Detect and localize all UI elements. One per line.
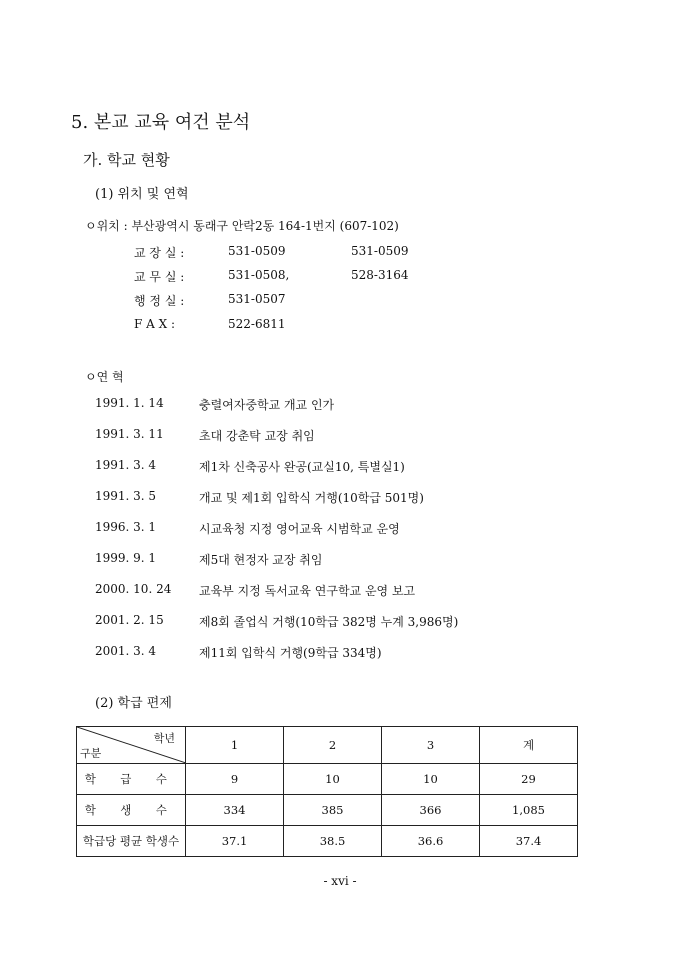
table-row (77, 764, 578, 795)
table-cell: 29 (480, 764, 578, 795)
contact-label: 교 장 실 : (134, 246, 185, 260)
table-cell: 10 (382, 764, 480, 795)
history-date: 1991. 3. 5 (95, 489, 157, 503)
history-event: 제11회 입학식 거행(9학급 334명) (199, 646, 382, 660)
corner-grade-label: 학년 (153, 732, 175, 745)
history-event: 교육부 지정 독서교육 연구학교 운영 보고 (199, 584, 416, 598)
page-number: - xvi - (323, 874, 357, 888)
row-label: 학 급 수 (77, 764, 186, 795)
contact-phone: 522-6811 (228, 317, 286, 331)
contact-label: 교 무 실 : (134, 270, 185, 284)
table-cell: 37.4 (480, 826, 578, 857)
section-title: 5. 본교 교육 여건 분석 (71, 112, 251, 133)
history-date: 2001. 3. 4 (95, 644, 157, 658)
table-row (77, 826, 578, 857)
class-org-heading: (2) 학급 편제 (95, 696, 172, 711)
table-cell: 334 (186, 795, 284, 826)
table-cell: 36.6 (382, 826, 480, 857)
row-label: 학급당 평균 학생수 (77, 826, 186, 857)
contact-phone: 531-0508, (228, 268, 290, 282)
history-event: 제1차 신축공사 완공(교실10, 특별실1) (199, 460, 405, 474)
history-date: 1996. 3. 1 (95, 520, 157, 534)
subsection-title: 가. 학교 현황 (83, 151, 170, 169)
history-event: 충렬여자중학교 개교 인가 (199, 398, 335, 412)
contact-label: 행 정 실 : (134, 294, 185, 308)
corner-cell (77, 727, 186, 764)
table-cell: 38.5 (284, 826, 382, 857)
history-date: 2001. 2. 15 (95, 613, 164, 627)
table-cell: 366 (382, 795, 480, 826)
column-header: 3 (382, 727, 480, 764)
history-date: 2000. 10. 24 (95, 582, 172, 596)
history-event: 시교육청 지정 영어교육 시범학교 운영 (199, 522, 400, 536)
row-label: 학 생 수 (77, 795, 186, 826)
history-event: 개교 및 제1회 입학식 거행(10학급 501명) (199, 491, 424, 505)
table-header-row (77, 727, 578, 764)
history-event: 초대 강춘탁 교장 취임 (199, 429, 315, 443)
location-heading: (1) 위치 및 연혁 (95, 187, 189, 202)
contact-phone-alt: 531-0509 (351, 244, 409, 258)
contact-phone: 531-0507 (228, 292, 286, 306)
table-cell: 1,085 (480, 795, 578, 826)
column-header: 2 (284, 727, 382, 764)
table-cell: 385 (284, 795, 382, 826)
history-date: 1991. 3. 4 (95, 458, 157, 472)
column-header: 계 (480, 727, 578, 764)
table-cell: 37.1 (186, 826, 284, 857)
contact-phone: 531-0509 (228, 244, 286, 258)
history-event: 제8회 졸업식 거행(10학급 382명 누계 3,986명) (199, 615, 459, 629)
history-date: 1999. 9. 1 (95, 551, 157, 565)
corner-category-label: 구분 (80, 747, 102, 760)
table-cell: 10 (284, 764, 382, 795)
table-cell: 9 (186, 764, 284, 795)
history-heading: ㅇ연 혁 (85, 370, 124, 384)
address-line: ㅇ위치 : 부산광역시 동래구 안락2동 164-1번지 (607-102) (85, 219, 399, 233)
table-row (77, 795, 578, 826)
history-date: 1991. 1. 14 (95, 396, 164, 410)
contact-phone-alt: 528-3164 (351, 268, 409, 282)
contact-label: F A X : (134, 317, 176, 331)
class-organization-table (76, 726, 578, 857)
history-date: 1991. 3. 11 (95, 427, 164, 441)
column-header: 1 (186, 727, 284, 764)
history-event: 제5대 현정자 교장 취임 (199, 553, 323, 567)
